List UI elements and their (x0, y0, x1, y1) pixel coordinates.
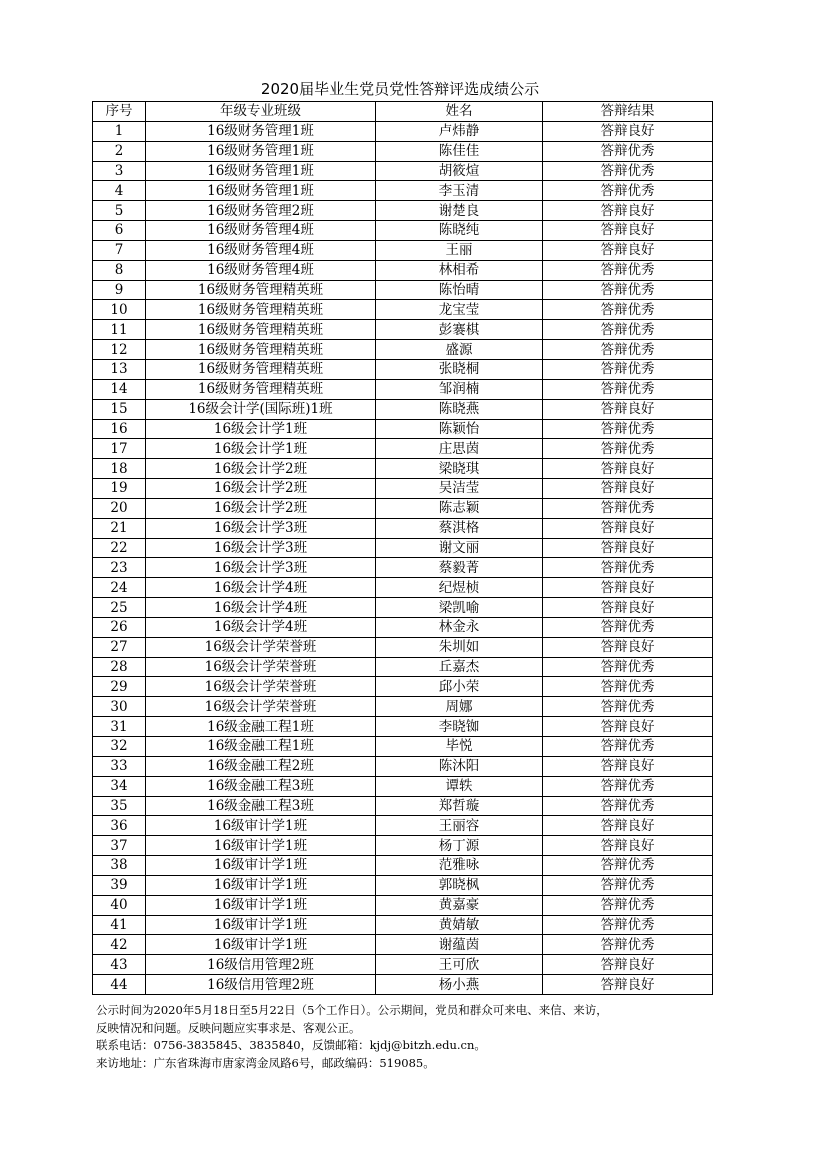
row-index: 13 (93, 359, 146, 379)
header-result: 答辩结果 (543, 102, 713, 122)
table-row (93, 320, 713, 340)
row-index: 15 (93, 399, 146, 419)
row-class: 16级金融工程2班 (146, 756, 376, 776)
row-name: 蔡淇格 (376, 518, 543, 538)
notice-requirement: 反映情况和问题。反映问题应实事求是、客观公正。 (96, 1020, 361, 1035)
row-class: 16级信用管理2班 (146, 955, 376, 975)
row-name: 谢蕴茵 (376, 935, 543, 955)
row-class: 16级财务管理4班 (146, 221, 376, 241)
row-class: 16级审计学1班 (146, 935, 376, 955)
row-name: 王可欣 (376, 955, 543, 975)
row-index: 41 (93, 915, 146, 935)
row-class: 16级财务管理精英班 (146, 340, 376, 360)
row-index: 17 (93, 439, 146, 459)
row-name: 陈沐阳 (376, 756, 543, 776)
table-row (93, 617, 713, 637)
row-index: 27 (93, 637, 146, 657)
row-class: 16级会计学3班 (146, 518, 376, 538)
row-name: 谢楚良 (376, 201, 543, 221)
row-name: 李晓铷 (376, 717, 543, 737)
row-class: 16级审计学1班 (146, 836, 376, 856)
table-row (93, 498, 713, 518)
row-class: 16级审计学1班 (146, 875, 376, 895)
row-result: 答辩良好 (543, 459, 713, 479)
row-result: 答辩优秀 (543, 677, 713, 697)
row-name: 王丽 (376, 240, 543, 260)
header-name: 姓名 (376, 102, 543, 122)
header-class: 年级专业班级 (146, 102, 376, 122)
row-name: 龙宝莹 (376, 300, 543, 320)
row-class: 16级会计学1班 (146, 419, 376, 439)
row-result: 答辩良好 (543, 836, 713, 856)
row-result: 答辩优秀 (543, 875, 713, 895)
row-result: 答辩良好 (543, 955, 713, 975)
row-name: 丘嘉杰 (376, 657, 543, 677)
row-index: 7 (93, 240, 146, 260)
row-index: 28 (93, 657, 146, 677)
row-name: 杨小燕 (376, 975, 543, 995)
row-class: 16级会计学4班 (146, 578, 376, 598)
row-index: 30 (93, 697, 146, 717)
table-row (93, 677, 713, 697)
row-class: 16级会计学2班 (146, 459, 376, 479)
row-result: 答辩良好 (543, 399, 713, 419)
table-row (93, 141, 713, 161)
table-row (93, 915, 713, 935)
row-result: 答辩良好 (543, 975, 713, 995)
row-name: 周娜 (376, 697, 543, 717)
row-class: 16级财务管理2班 (146, 201, 376, 221)
table-row (93, 737, 713, 757)
row-name: 梁晓琪 (376, 459, 543, 479)
row-result: 答辩优秀 (543, 498, 713, 518)
row-name: 纪煜桢 (376, 578, 543, 598)
row-name: 吴洁莹 (376, 479, 543, 499)
row-result: 答辩良好 (543, 578, 713, 598)
table-body (93, 121, 713, 994)
row-index: 23 (93, 558, 146, 578)
table-row (93, 359, 713, 379)
row-result: 答辩优秀 (543, 181, 713, 201)
table-row (93, 340, 713, 360)
notice-text (96, 1002, 716, 1072)
row-class: 16级会计学荣誉班 (146, 677, 376, 697)
table-row (93, 776, 713, 796)
row-index: 37 (93, 836, 146, 856)
row-index: 5 (93, 201, 146, 221)
table-row (93, 459, 713, 479)
row-class: 16级会计学4班 (146, 617, 376, 637)
row-class: 16级会计学3班 (146, 538, 376, 558)
row-result: 答辩优秀 (543, 300, 713, 320)
row-index: 21 (93, 518, 146, 538)
row-index: 32 (93, 737, 146, 757)
row-name: 梁凯喻 (376, 598, 543, 618)
row-class: 16级财务管理精英班 (146, 280, 376, 300)
row-name: 陈佳佳 (376, 141, 543, 161)
table-row (93, 598, 713, 618)
row-result: 答辩优秀 (543, 617, 713, 637)
table-row (93, 895, 713, 915)
row-name: 谢文丽 (376, 538, 543, 558)
row-index: 8 (93, 260, 146, 280)
table-header-row (93, 102, 713, 122)
row-name: 彭褰棋 (376, 320, 543, 340)
row-class: 16级会计学1班 (146, 439, 376, 459)
row-index: 42 (93, 935, 146, 955)
row-class: 16级会计学荣誉班 (146, 657, 376, 677)
row-class: 16级会计学2班 (146, 479, 376, 499)
table-row (93, 657, 713, 677)
row-name: 王丽容 (376, 816, 543, 836)
row-name: 卢炜静 (376, 121, 543, 141)
row-result: 答辩优秀 (543, 379, 713, 399)
row-index: 4 (93, 181, 146, 201)
row-index: 44 (93, 975, 146, 995)
row-class: 16级财务管理4班 (146, 260, 376, 280)
row-result: 答辩优秀 (543, 320, 713, 340)
row-result: 答辩良好 (543, 221, 713, 241)
row-index: 36 (93, 816, 146, 836)
table-row (93, 518, 713, 538)
row-class: 16级会计学(国际班)1班 (146, 399, 376, 419)
table-row (93, 419, 713, 439)
row-name: 朱圳如 (376, 637, 543, 657)
row-result: 答辩良好 (543, 240, 713, 260)
table-row (93, 975, 713, 995)
row-name: 邹润楠 (376, 379, 543, 399)
row-class: 16级金融工程3班 (146, 796, 376, 816)
notice-contact: 联系电话：0756-3835845、3835840，反馈邮箱：kjdj@bitzh.edu.cn。 (96, 1038, 486, 1052)
row-result: 答辩优秀 (543, 558, 713, 578)
row-index: 24 (93, 578, 146, 598)
row-result: 答辩优秀 (543, 141, 713, 161)
row-index: 34 (93, 776, 146, 796)
row-index: 39 (93, 875, 146, 895)
row-name: 林金永 (376, 617, 543, 637)
row-class: 16级财务管理1班 (146, 121, 376, 141)
row-name: 邱小荣 (376, 677, 543, 697)
table-row (93, 935, 713, 955)
table-row (93, 796, 713, 816)
row-index: 43 (93, 955, 146, 975)
row-index: 25 (93, 598, 146, 618)
row-result: 答辩良好 (543, 201, 713, 221)
row-result: 答辩优秀 (543, 280, 713, 300)
row-name: 陈颖怡 (376, 419, 543, 439)
table-row (93, 697, 713, 717)
row-index: 6 (93, 221, 146, 241)
row-result: 答辩良好 (543, 637, 713, 657)
row-class: 16级财务管理精英班 (146, 300, 376, 320)
row-name: 陈怡晴 (376, 280, 543, 300)
row-result: 答辩优秀 (543, 439, 713, 459)
row-class: 16级财务管理1班 (146, 181, 376, 201)
table-row (93, 280, 713, 300)
row-index: 19 (93, 479, 146, 499)
row-index: 40 (93, 895, 146, 915)
row-class: 16级财务管理1班 (146, 141, 376, 161)
table-row (93, 221, 713, 241)
table-row (93, 756, 713, 776)
row-result: 答辩良好 (543, 121, 713, 141)
row-index: 3 (93, 161, 146, 181)
header-index: 序号 (93, 102, 146, 122)
table-row (93, 181, 713, 201)
row-result: 答辩优秀 (543, 737, 713, 757)
table-row (93, 399, 713, 419)
row-result: 答辩优秀 (543, 657, 713, 677)
row-class: 16级审计学1班 (146, 856, 376, 876)
row-index: 2 (93, 141, 146, 161)
row-class: 16级金融工程1班 (146, 737, 376, 757)
row-index: 9 (93, 280, 146, 300)
row-result: 答辩良好 (543, 538, 713, 558)
table-row (93, 121, 713, 141)
row-class: 16级会计学荣誉班 (146, 637, 376, 657)
table-row (93, 637, 713, 657)
row-name: 陈晓燕 (376, 399, 543, 419)
row-class: 16级财务管理精英班 (146, 379, 376, 399)
row-index: 11 (93, 320, 146, 340)
row-result: 答辩优秀 (543, 260, 713, 280)
row-result: 答辩优秀 (543, 776, 713, 796)
table-row (93, 439, 713, 459)
row-result: 答辩良好 (543, 717, 713, 737)
row-name: 郭晓枫 (376, 875, 543, 895)
row-index: 1 (93, 121, 146, 141)
table-row (93, 479, 713, 499)
row-index: 26 (93, 617, 146, 637)
row-name: 胡筱煊 (376, 161, 543, 181)
row-result: 答辩优秀 (543, 359, 713, 379)
row-index: 10 (93, 300, 146, 320)
row-name: 林相希 (376, 260, 543, 280)
table-row (93, 201, 713, 221)
row-index: 38 (93, 856, 146, 876)
row-class: 16级财务管理4班 (146, 240, 376, 260)
row-result: 答辩良好 (543, 756, 713, 776)
row-class: 16级会计学4班 (146, 598, 376, 618)
row-index: 33 (93, 756, 146, 776)
row-result: 答辩优秀 (543, 935, 713, 955)
table-row (93, 836, 713, 856)
row-index: 22 (93, 538, 146, 558)
row-class: 16级信用管理2班 (146, 975, 376, 995)
results-table (92, 101, 713, 995)
row-class: 16级会计学荣誉班 (146, 697, 376, 717)
row-result: 答辩良好 (543, 598, 713, 618)
row-name: 郑哲璇 (376, 796, 543, 816)
row-class: 16级审计学1班 (146, 895, 376, 915)
row-result: 答辩优秀 (543, 161, 713, 181)
notice-period: 公示时间为2020年5月18日至5月22日（5个工作日）。公示期间，党员和群众可来电、来信、来访， (96, 1003, 608, 1017)
row-name: 杨丁源 (376, 836, 543, 856)
row-name: 范雅咏 (376, 856, 543, 876)
row-class: 16级会计学3班 (146, 558, 376, 578)
row-name: 陈晓纯 (376, 221, 543, 241)
row-class: 16级审计学1班 (146, 915, 376, 935)
row-name: 谭轶 (376, 776, 543, 796)
row-name: 蔡毅菁 (376, 558, 543, 578)
table-row (93, 240, 713, 260)
row-class: 16级财务管理精英班 (146, 320, 376, 340)
row-result: 答辩优秀 (543, 895, 713, 915)
row-name: 毕悦 (376, 737, 543, 757)
table-row (93, 558, 713, 578)
row-class: 16级财务管理1班 (146, 161, 376, 181)
table-row (93, 816, 713, 836)
row-result: 答辩优秀 (543, 796, 713, 816)
row-name: 张晓桐 (376, 359, 543, 379)
notice-address: 来访地址：广东省珠海市唐家湾金凤路6号，邮政编码：519085。 (96, 1055, 435, 1070)
row-class: 16级财务管理精英班 (146, 359, 376, 379)
row-index: 35 (93, 796, 146, 816)
table-row (93, 538, 713, 558)
row-class: 16级会计学2班 (146, 498, 376, 518)
row-index: 31 (93, 717, 146, 737)
row-result: 答辩优秀 (543, 340, 713, 360)
row-class: 16级金融工程1班 (146, 717, 376, 737)
row-name: 陈志颖 (376, 498, 543, 518)
row-index: 14 (93, 379, 146, 399)
table-row (93, 300, 713, 320)
row-class: 16级审计学1班 (146, 816, 376, 836)
table-row (93, 875, 713, 895)
row-result: 答辩优秀 (543, 915, 713, 935)
row-result: 答辩优秀 (543, 419, 713, 439)
row-index: 18 (93, 459, 146, 479)
row-index: 16 (93, 419, 146, 439)
row-name: 李玉清 (376, 181, 543, 201)
row-index: 29 (93, 677, 146, 697)
row-index: 12 (93, 340, 146, 360)
row-result: 答辩良好 (543, 479, 713, 499)
table-row (93, 161, 713, 181)
row-name: 黄嘉豪 (376, 895, 543, 915)
row-name: 庄思茵 (376, 439, 543, 459)
table-row (93, 260, 713, 280)
row-result: 答辩良好 (543, 816, 713, 836)
table-row (93, 578, 713, 598)
row-result: 答辩优秀 (543, 697, 713, 717)
row-name: 盛源 (376, 340, 543, 360)
table-row (93, 856, 713, 876)
row-result: 答辩优秀 (543, 856, 713, 876)
table-row (93, 717, 713, 737)
row-class: 16级金融工程3班 (146, 776, 376, 796)
table-row (93, 955, 713, 975)
table-row (93, 379, 713, 399)
row-result: 答辩良好 (543, 518, 713, 538)
row-index: 20 (93, 498, 146, 518)
page-title: 2020届毕业生党员党性答辩评选成绩公示 (260, 80, 540, 98)
row-name: 黄婧敏 (376, 915, 543, 935)
